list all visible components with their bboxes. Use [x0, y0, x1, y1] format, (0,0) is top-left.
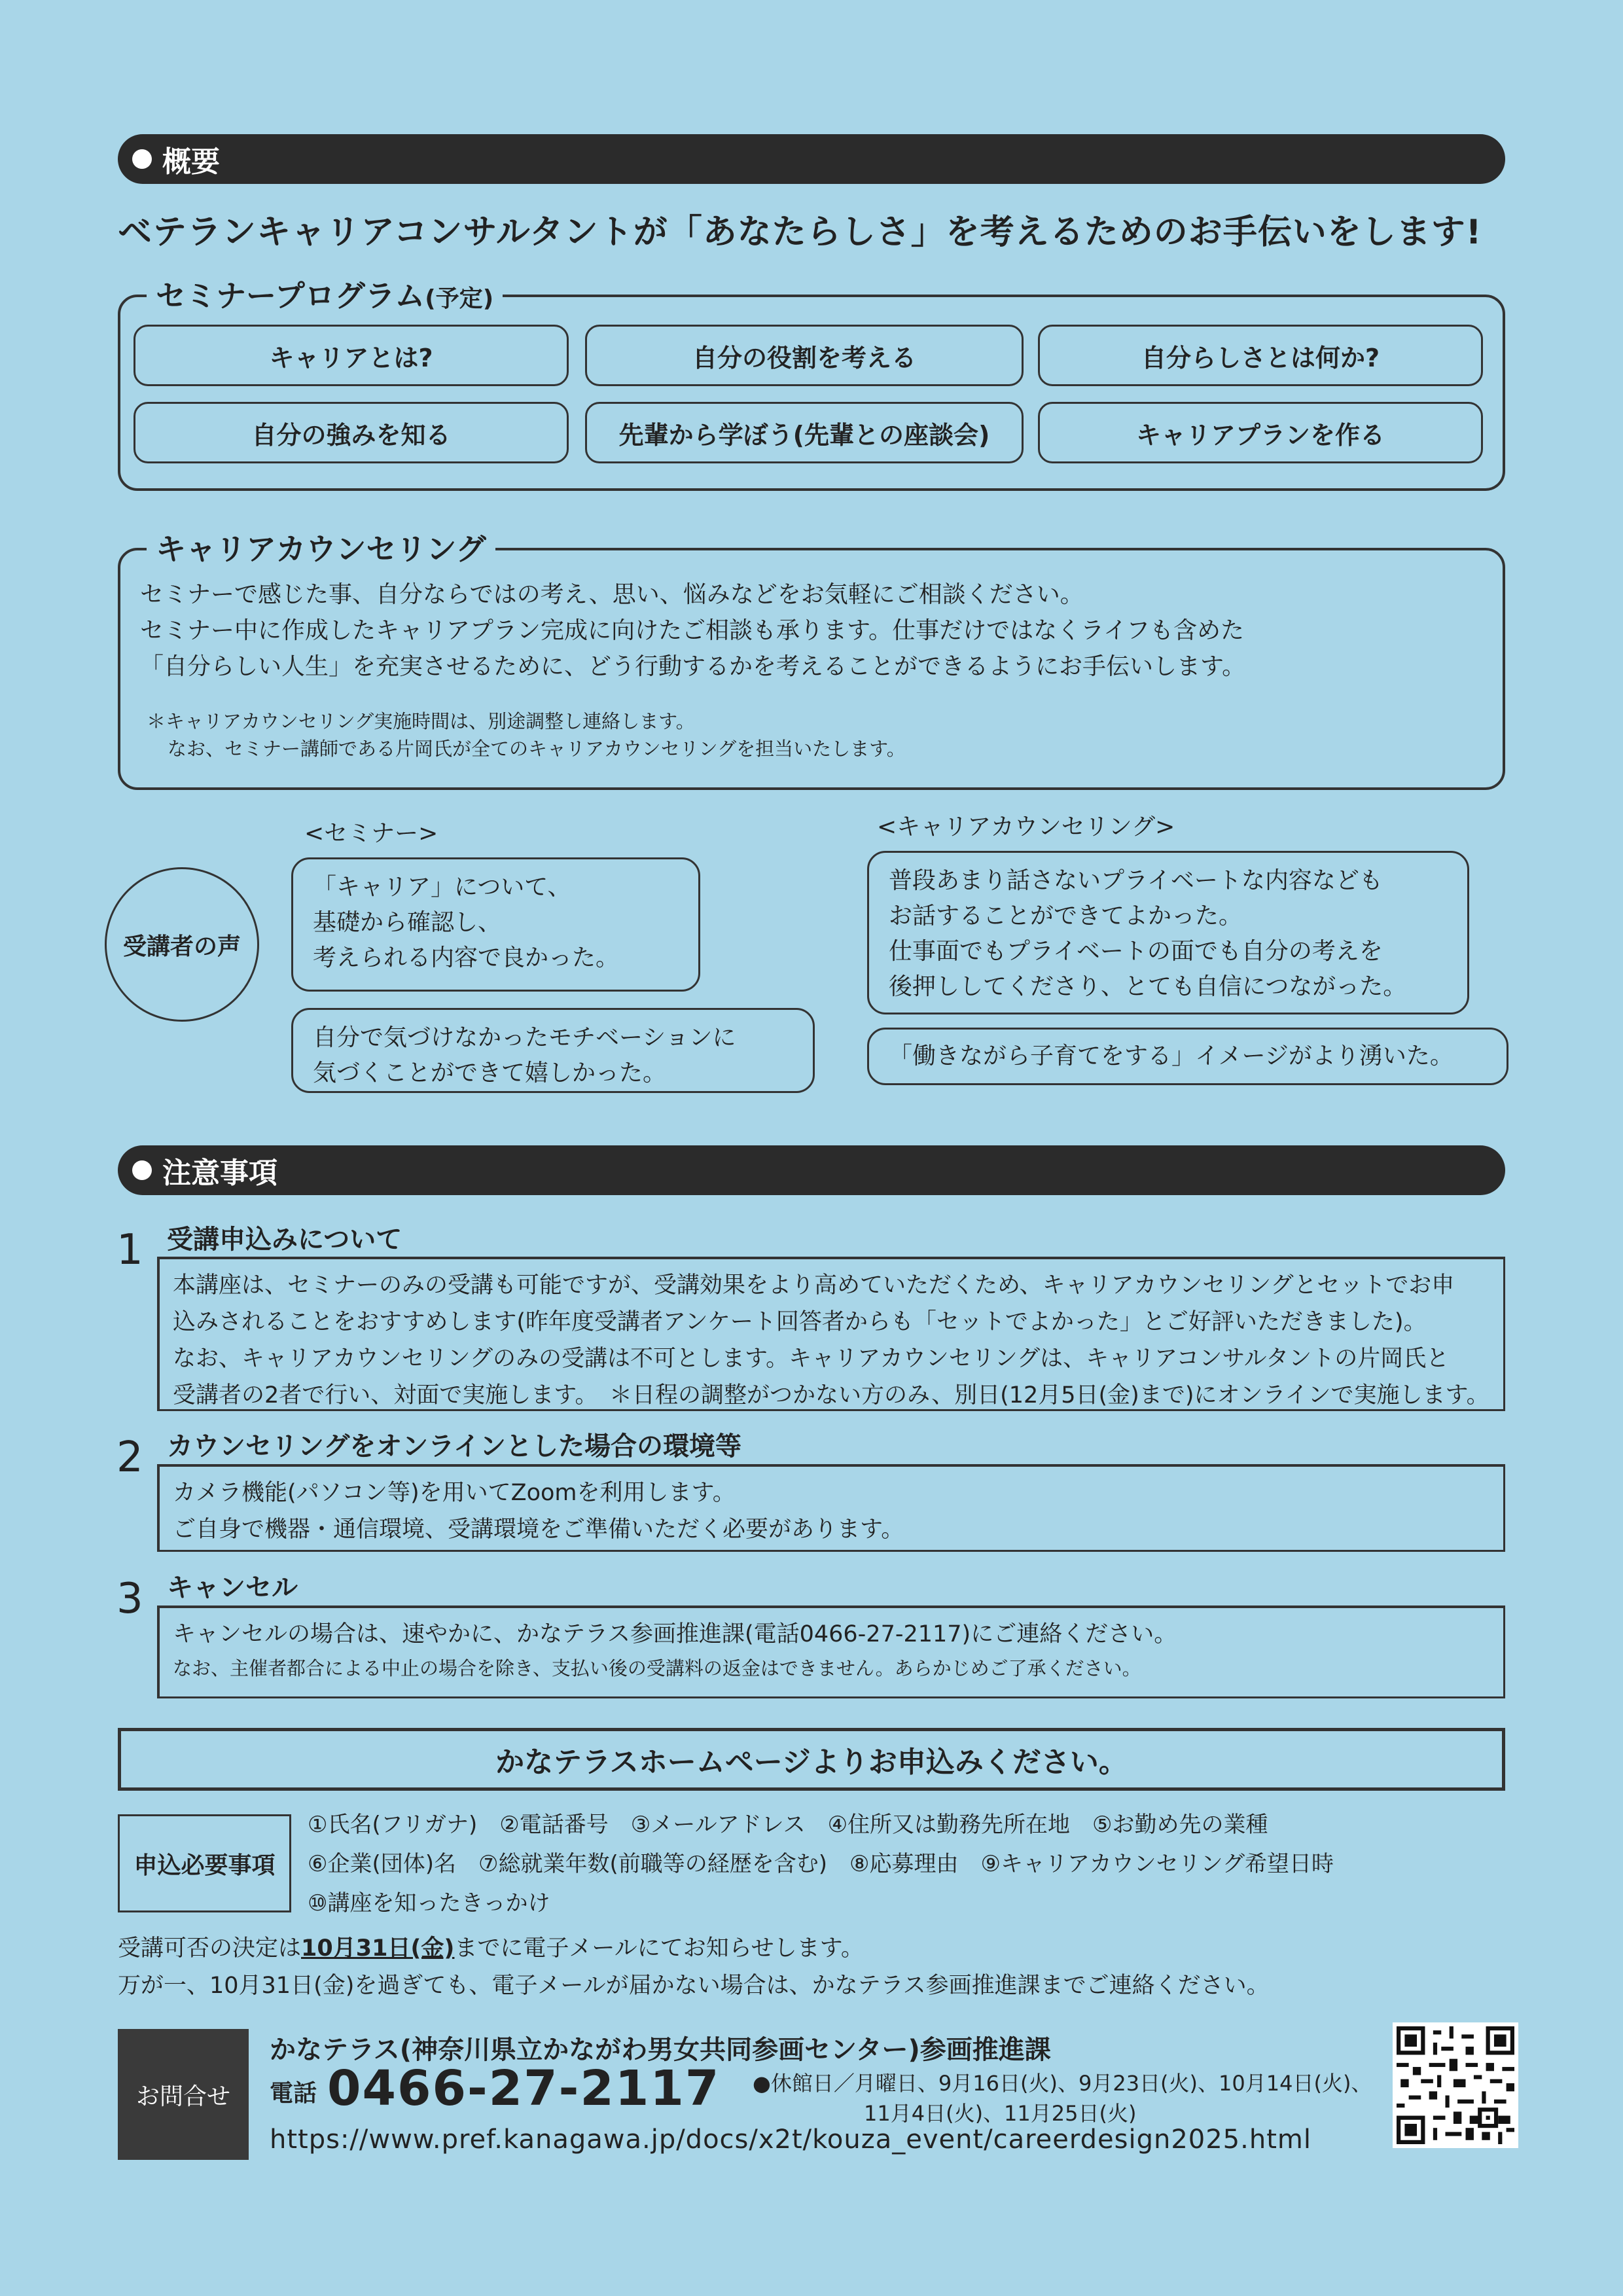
counseling-voice-label: <キャリアカウンセリング> [877, 814, 1175, 840]
note-3-body: キャンセルの場合は、速やかに、かなテラス参画推進課(電話0466-27-2117)にご連絡ください。 なお、主催者都合による中止の場合を除き、支払い後の受講料の返金はできません。あらかじめご了承ください。 [157, 1608, 1505, 1698]
seminar-voice-bubble-2: 自分で気づけなかったモチベーションに 気づくことができて嬉しかった。 [291, 1008, 815, 1093]
apply-banner: かなテラスホームページよりお申込みください。 [118, 1728, 1505, 1791]
contact-phone-label: 電話 [270, 2080, 317, 2107]
closed-days: ●休館日／月曜日、9月16日(火)、9月23日(火)、10月14日(火)、 11月4日(火)、11月25日(火) [753, 2071, 1372, 2126]
counseling-voice-bubble-2: 「働きながら子育てをする」イメージがより湧いた。 [867, 1028, 1508, 1085]
contact-organization: かなテラス(神奈川県立かながわ男女共同参画センター)参画推進課 [270, 2035, 1051, 2065]
program-item-1: キャリアとは? [134, 325, 569, 386]
bullet-dot-icon [132, 1160, 152, 1180]
note-2-number: 2 [116, 1433, 143, 1482]
seminar-program-box [118, 278, 1505, 491]
contact-phone-number[interactable]: 0466-27-2117 [327, 2060, 721, 2117]
required-items-line-2: ⑥企業(団体)名 ⑦総就業年数(前職等の経歴を含む) ⑧応募理由 ⑨キャリアカウンセリング希望日時 [308, 1851, 1334, 1877]
required-items-line-3: ⑩講座を知ったきっかけ [308, 1890, 550, 1916]
overview-section-header [118, 134, 1505, 184]
program-item-3: 自分らしさとは何か? [1038, 325, 1483, 386]
career-counseling-legend: キャリアカウンセリング [147, 528, 495, 570]
note-1-title: 受講申込みについて [167, 1225, 402, 1255]
career-counseling-box [118, 531, 1505, 790]
note-3-number: 3 [116, 1575, 143, 1623]
required-items-line-1: ①氏名(フリガナ) ②電話番号 ③メールアドレス ④住所又は勤務先所在地 ⑤お勤め先の業種 [308, 1812, 1268, 1838]
note-2-body: カメラ機能(パソコン等)を用いてZoomを利用します。 ご自身で機器・通信環境、受講環境をご準備いただく必要があります。 [157, 1467, 1505, 1552]
seminar-program-legend: セミナープログラム(予定) [147, 275, 503, 320]
email-fallback-notice: 万が一、10月31日(金)を過ぎても、電子メールが届かない場合は、かなテラス参画推進課までご連絡ください。 [118, 1973, 1270, 1999]
decision-date: 10月31日(金) [301, 1935, 455, 1962]
overview-headline: ベテランキャリアコンサルタントが「あなたらしさ」を考えるためのお手伝いをします! [118, 213, 1482, 252]
decision-notice: 受講可否の決定は10月31日(金)までに電子メールにてお知らせします。 [118, 1935, 864, 1962]
overview-title: 概要 [162, 145, 220, 179]
program-legend-note: (予定) [425, 285, 494, 312]
program-item-5: 先輩から学ぼう(先輩との座談会) [585, 402, 1024, 463]
note-3-title: キャンセル [167, 1573, 298, 1603]
program-item-4: 自分の強みを知る [134, 402, 569, 463]
contact-url-link[interactable]: https://www.pref.kanagawa.jp/docs/x2t/kouza_event/careerdesign2025.html [270, 2125, 1311, 2155]
notes-title: 注意事項 [162, 1157, 277, 1190]
note-1-number: 1 [116, 1226, 143, 1274]
notes-section-header [118, 1145, 1505, 1195]
note-1-body: 本講座は、セミナーのみの受講も可能ですが、受講効果をより高めていただくため、キャリアカウンセリングとセットでお申 込みされることをおすすめします(昨年度受講者アンケート回答者からも「セットでよかった」とご好評いただきました)。 なお、キャリアカウンセリングのみの受講は不可とします。キャリアカウンセリングは、キャリアコンサルタントの片岡氏と 受講者の2者で行い、対面で実施します。 ＊日程の調整がつかない方のみ、別日(12月5日(金)まで)にオンラインで実施します。 [157, 1259, 1505, 1411]
program-item-2: 自分の役割を考える [585, 325, 1024, 386]
seminar-voice-bubble-1: 「キャリア」について、 基礎から確認し、 考えられる内容で良かった。 [291, 857, 700, 992]
program-item-6: キャリアプランを作る [1038, 402, 1483, 463]
contact-label: お問合せ [118, 2029, 249, 2160]
seminar-voice-label: <セミナー> [304, 820, 438, 847]
required-items-label: 申込必要事項 [118, 1814, 291, 1912]
note-2-title: カウンセリングをオンラインとした場合の環境等 [167, 1431, 741, 1462]
counseling-voice-bubble-1: 普段あまり話さないプライベートな内容なども お話することができてよかった。 仕事面でもプライベートの面でも自分の考えを 後押ししてくださり、とても自信につながった。 [867, 851, 1469, 1014]
bullet-dot-icon [132, 149, 152, 169]
counseling-notes: ＊キャリアカウンセリング実施時間は、別途調整し連絡します。 なお、セミナー講師である片岡氏が全てのキャリアカウンセリングを担当いたします。 [147, 710, 906, 760]
voices-circle-label: 受講者の声 [105, 867, 259, 1022]
counseling-description: セミナーで感じた事、自分ならではの考え、思い、悩みなどをお気軽にご相談ください。 セミナー中に作成したキャリアプラン完成に向けたご相談も承ります。仕事だけではなくライフも含めた 「自分らしい人生」を充実させるために、どう行動するかを考えることができるようにお手伝いします。 [140, 581, 1246, 680]
qr-code-icon[interactable] [1393, 2022, 1518, 2148]
